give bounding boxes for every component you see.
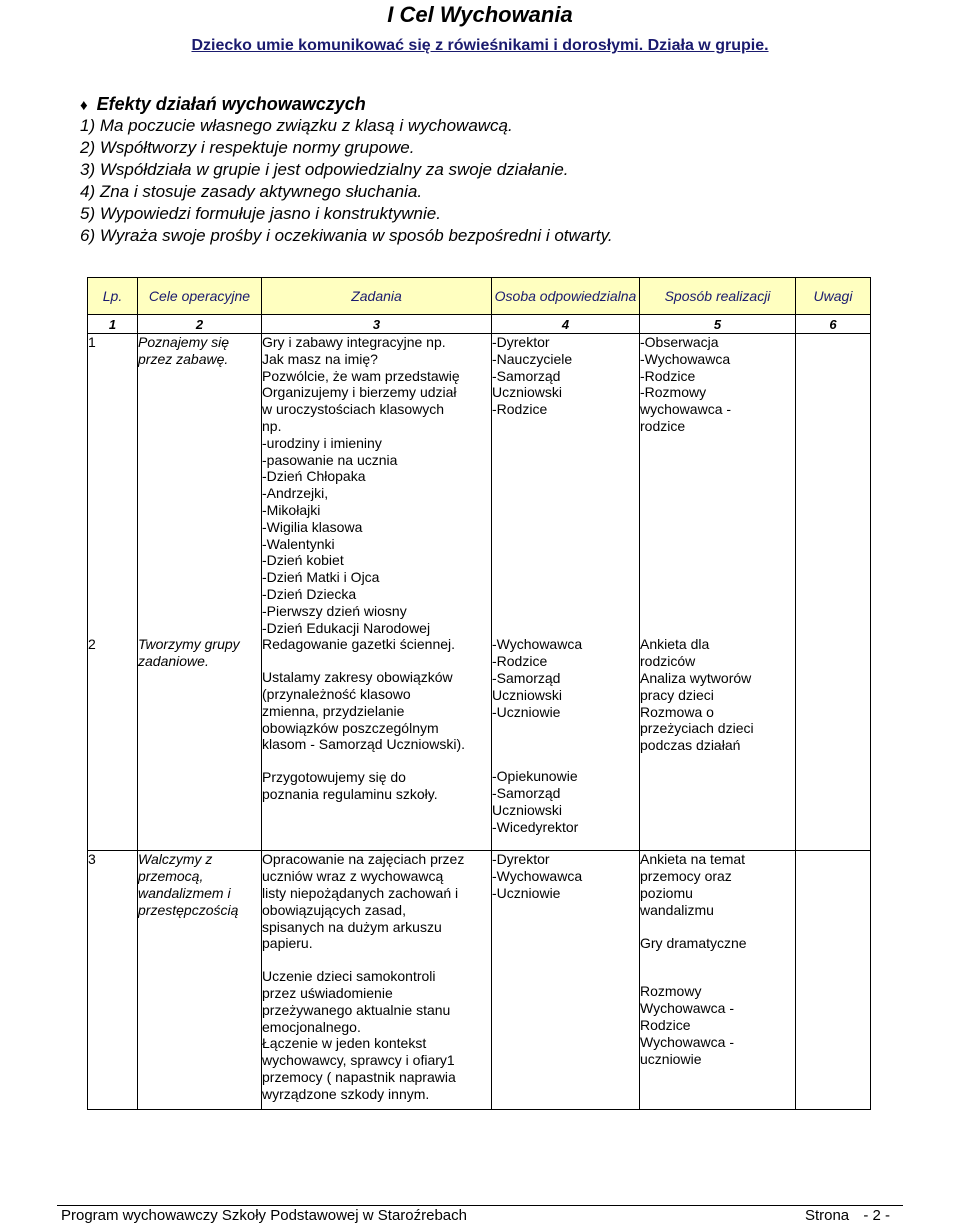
effect-item: 6) Wyraża swoje prośby i oczekiwania w sposób bezpośredni i otwarty. — [80, 226, 613, 245]
column-number: 1 — [88, 315, 138, 334]
cell-line: -Samorząd — [492, 669, 561, 686]
cell-line: np. — [262, 417, 282, 434]
cell-line: przeżyciach dzieci — [640, 720, 754, 737]
section-subtitle: Dziecko umie komunikować się z rówieśnikami i dorosłymi. Działa w grupie. — [191, 37, 769, 54]
effects-section — [80, 93, 920, 247]
cell-line: -Samorząd — [492, 367, 561, 384]
cell-line: wychowawcy, sprawcy i ofiary1 — [262, 1052, 455, 1069]
cell-line: Przygotowujemy się do — [262, 769, 406, 786]
cell-line: -Rodzice — [492, 653, 548, 670]
column-header-responsible: Osoba odpowiedzialna — [492, 278, 640, 315]
cell-line: Wychowawca - — [640, 1000, 735, 1017]
column-header-tasks: Zadania — [262, 278, 492, 315]
cell-line: Ankieta na temat — [640, 851, 746, 868]
cell-line: Uczniowski — [492, 686, 563, 703]
cell-line: -Dzień kobiet — [262, 552, 344, 569]
cell-line: Wychowawca - — [640, 1033, 735, 1050]
page-title: I Cel Wychowania — [387, 2, 573, 27]
method-cell — [640, 636, 796, 851]
goal-cell — [138, 334, 262, 637]
cell-line: -Mikołajki — [262, 501, 321, 518]
footer-page-info — [805, 1207, 890, 1225]
cell-line: wyrządzone szkody innym. — [262, 1085, 430, 1102]
column-number: 4 — [492, 315, 640, 334]
cell-line: przemocy ( napastnik naprawia — [262, 1068, 456, 1085]
goal-cell — [138, 851, 262, 1110]
cell-line: wandalizmu — [640, 901, 714, 918]
cell-line: klasom - Samorząd Uczniowski). — [262, 736, 466, 753]
cell-line: -Rodzice — [640, 367, 696, 384]
cell-line: -Dyrektor — [492, 334, 550, 350]
table-header-row — [88, 278, 871, 315]
cell-line: -Uczniowie — [492, 884, 561, 901]
cell-line: obowiązków poszczególnym — [262, 719, 439, 736]
cell-line: Uczniowski — [492, 801, 563, 818]
cell-line: Tworzymy grupy — [138, 636, 240, 653]
cell-line: -pasowanie na ucznia — [262, 451, 398, 468]
notes-cell — [796, 636, 871, 851]
cell-line: -urodziny i imieniny — [262, 434, 382, 451]
column-header-lp: Lp. — [88, 278, 138, 315]
task-block — [262, 636, 491, 653]
effect-item: 5) Wypowiedzi formułuje jasno i konstruktywnie. — [80, 204, 441, 223]
cell-line: -Walentynki — [262, 535, 335, 552]
notes-cell — [796, 334, 871, 637]
task-block — [262, 769, 491, 803]
cell-line: -Obserwacja — [640, 334, 719, 350]
cell-line: -Dzień Chłopaka — [262, 468, 366, 485]
cell-line: poziomu — [640, 884, 693, 901]
cell-line: Ankieta dla — [640, 636, 710, 653]
cell-line: przemocy oraz — [640, 868, 732, 885]
cell-line: Rodzice — [640, 1016, 691, 1033]
row-number: 2 — [88, 636, 138, 851]
cell-line: -Wychowawca — [492, 868, 583, 885]
cell-line: przez uświadomienie — [262, 984, 393, 1001]
cell-line: wychowawca - — [640, 401, 732, 418]
notes-cell — [796, 851, 871, 1110]
cell-line: -Dzień Dziecka — [262, 585, 357, 602]
task-block — [262, 851, 491, 952]
effects-list — [80, 115, 920, 247]
cell-line: zmienna, przydzielanie — [262, 702, 405, 719]
task-block — [262, 669, 491, 753]
educational-plan-table — [87, 277, 871, 1110]
row-number: 3 — [88, 851, 138, 1110]
cell-line: Redagowanie gazetki ściennej. — [262, 636, 456, 653]
method-cell — [640, 851, 796, 1110]
cell-line: Uczenie dzieci samokontroli — [262, 968, 436, 985]
cell-line: pracy dzieci — [640, 686, 714, 703]
cell-line: zadaniowe. — [138, 653, 209, 670]
effects-heading-text: Efekty działań wychowawczych — [96, 94, 366, 114]
effect-item: 3) Współdziała w grupie i jest odpowiedzialny za swoje działanie. — [80, 160, 569, 179]
cell-line: -Pierwszy dzień wiosny — [262, 602, 407, 619]
diamond-bullet-icon: ♦ — [80, 97, 88, 114]
cell-line: Rozmowy — [640, 983, 702, 1000]
cell-line: -Wigilia klasowa — [262, 518, 363, 535]
column-number-row — [88, 315, 871, 334]
cell-line: -Andrzejki, — [262, 485, 329, 502]
responsible-cell — [492, 334, 640, 637]
cell-line: rodzice — [640, 417, 686, 434]
cell-line: -Nauczyciele — [492, 350, 573, 367]
responsible-block — [492, 636, 639, 720]
column-number: 5 — [640, 315, 796, 334]
cell-line: papieru. — [262, 935, 313, 952]
table-row — [88, 334, 871, 637]
cell-line: Ustalamy zakresy obowiązków — [262, 669, 453, 686]
cell-line: (przynależność klasowo — [262, 685, 411, 702]
column-number: 3 — [262, 315, 492, 334]
cell-line: podczas działań — [640, 737, 741, 754]
tasks-cell — [262, 334, 492, 637]
method-block — [640, 935, 795, 952]
cell-line: Opracowanie na zajęciach przez — [262, 851, 465, 868]
effect-item: 4) Zna i stosuje zasady aktywnego słuchania. — [80, 182, 423, 201]
cell-line: -Wychowawca — [640, 350, 731, 367]
cell-line: w uroczystościach klasowych — [262, 401, 445, 418]
cell-line: wandalizmem i — [138, 884, 231, 901]
cell-line: uczniowie — [640, 1050, 702, 1067]
cell-line: przestępczością — [138, 901, 239, 918]
cell-line: Łączenie w jeden kontekst — [262, 1035, 427, 1052]
cell-line: -Dzień Matki i Ojca — [262, 569, 380, 586]
cell-line: -Wychowawca — [492, 636, 583, 653]
cell-line: Organizujemy i bierzemy udział — [262, 384, 457, 401]
cell-line: -Wicedyrektor — [492, 818, 579, 835]
column-number: 6 — [796, 315, 871, 334]
cell-line: uczniów wraz z wychowawcą — [262, 868, 444, 885]
cell-line: -Opiekunowie — [492, 768, 578, 785]
column-number: 2 — [138, 315, 262, 334]
cell-line: -Rodzice — [492, 401, 548, 418]
cell-line: przemocą, — [138, 868, 204, 885]
footer-page-number: - 2 - — [863, 1207, 890, 1224]
footer-page-label: Strona — [804, 1207, 850, 1224]
task-block — [262, 968, 491, 1102]
cell-line: Poznajemy się — [138, 334, 230, 350]
cell-line: Jak masz na imię? — [262, 350, 378, 367]
cell-line: -Samorząd — [492, 785, 561, 802]
cell-line: -Dyrektor — [492, 851, 550, 868]
row-number: 1 — [88, 334, 138, 637]
cell-line: obowiązujących zasad, — [262, 901, 406, 918]
cell-line: -Dzień Edukacji Narodowej — [262, 619, 431, 636]
column-header-notes: Uwagi — [796, 278, 871, 315]
method-cell — [640, 334, 796, 637]
cell-line: Analiza wytworów — [640, 669, 752, 686]
cell-line: Pozwólcie, że wam przedstawię — [262, 367, 460, 384]
cell-line: przeżywanego aktualnie stanu — [262, 1001, 451, 1018]
cell-line: Walczymy z — [138, 851, 213, 868]
tasks-cell — [262, 851, 492, 1110]
tasks-cell — [262, 636, 492, 851]
table-row — [88, 636, 871, 851]
effect-item: 2) Współtworzy i respektuje normy grupowe. — [80, 138, 415, 157]
column-header-method: Sposób realizacji — [640, 278, 796, 315]
cell-line: poznania regulaminu szkoły. — [262, 785, 438, 802]
table-row — [88, 851, 871, 1110]
responsible-cell — [492, 636, 640, 851]
cell-line: Rozmowa o — [640, 703, 714, 720]
column-header-goals: Cele operacyjne — [138, 278, 262, 315]
method-block — [640, 983, 795, 1067]
cell-line: Gry i zabawy integracyjne np. — [262, 334, 446, 350]
method-block — [640, 851, 795, 918]
responsible-block — [492, 768, 639, 835]
cell-line: rodziców — [640, 653, 696, 670]
cell-line: listy niepożądanych zachowań i — [262, 884, 459, 901]
cell-line: spisanych na dużym arkuszu — [262, 918, 442, 935]
footer-program-title: Program wychowawczy Szkoły Podstawowej w Staroźrebach — [61, 1207, 467, 1224]
cell-line: -Uczniowie — [492, 703, 561, 720]
goal-cell — [138, 636, 262, 851]
page-footer — [57, 1205, 903, 1225]
responsible-cell — [492, 851, 640, 1110]
cell-line: przez zabawę. — [138, 350, 229, 367]
cell-line: Uczniowski — [492, 384, 563, 401]
effect-item: 1) Ma poczucie własnego związku z klasą i wychowawcą. — [80, 116, 513, 135]
cell-line: emocjonalnego. — [262, 1018, 361, 1035]
cell-line: -Rozmowy — [640, 384, 707, 401]
cell-line: Gry dramatyczne — [640, 934, 747, 951]
effects-heading — [80, 93, 920, 115]
